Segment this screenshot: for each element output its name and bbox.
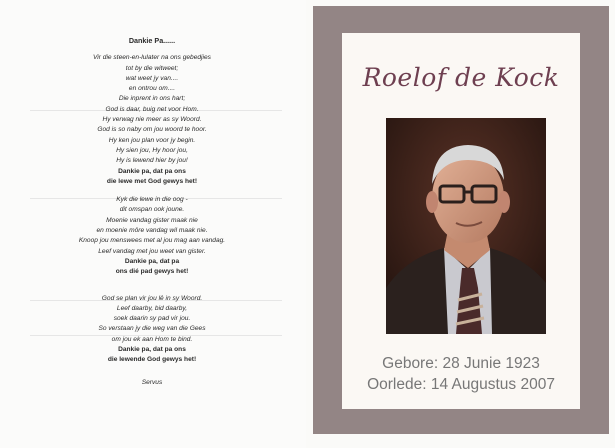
poem-line: Hy sien jou, Hy hoor jou, bbox=[116, 146, 188, 154]
poem-line: Die inprent in ons hart; bbox=[118, 95, 186, 103]
cover-panel bbox=[342, 33, 580, 409]
poem-line: God is daar, buig net voor Hom. bbox=[105, 105, 199, 113]
poem-signature: Servus bbox=[141, 378, 163, 386]
birth-label: Gebore: bbox=[382, 355, 439, 372]
cover-frame bbox=[313, 6, 609, 434]
poem bbox=[24, 36, 280, 388]
poem-line: om jou ek aan Hom te bind. bbox=[111, 335, 193, 343]
poem-line: Leef daarby, bid daarby, bbox=[116, 304, 188, 312]
poem-line: So verstaan jy die weg van die Gees bbox=[98, 325, 206, 333]
poem-line: soek daarin sy pad vir jou. bbox=[113, 315, 191, 323]
poem-line: God is so naby om jou woord te hoor. bbox=[97, 126, 207, 134]
death-date: 14 Augustus 2007 bbox=[430, 376, 555, 393]
poem-line: die lewe met God gewys het! bbox=[106, 177, 198, 185]
poem-line: Hy ken jou plan voor jy begin. bbox=[108, 136, 196, 144]
poem-line: ons dié pad gewys het! bbox=[115, 268, 189, 276]
stanza-gap bbox=[24, 286, 280, 294]
birth-date-line bbox=[342, 355, 580, 373]
birth-date: 28 Junie 1923 bbox=[442, 355, 540, 372]
right-page bbox=[306, 0, 615, 448]
poem-lines bbox=[24, 53, 280, 365]
deceased-name: Roelof de Kock bbox=[362, 63, 560, 92]
death-date-line bbox=[342, 376, 580, 394]
poem-line: Leef vandag met jou weet van gister. bbox=[98, 247, 206, 255]
poem-line: dit omspan ook joune. bbox=[119, 206, 185, 214]
poem-line: Vir die steen-en-lulater na ons gebedjies bbox=[93, 54, 211, 62]
stanza-gap bbox=[24, 187, 280, 195]
poem-title: Dankie Pa...... bbox=[128, 36, 176, 45]
poem-line: tot by die witweet; bbox=[125, 64, 179, 72]
portrait-illustration bbox=[386, 118, 546, 334]
poem-line: Moenie vandag gister maak nie bbox=[106, 216, 198, 224]
poem-line: die lewende God gewys het! bbox=[107, 356, 197, 364]
poem-line: God se plan vir jou lê in sy Woord. bbox=[101, 294, 203, 302]
poem-line: Dankie pa, dat pa bbox=[124, 257, 180, 265]
portrait-photo bbox=[386, 118, 546, 334]
poem-line: Knoop jou menswees met al jou mag aan vandag. bbox=[78, 237, 226, 245]
poem-line: Hy verwag nie meer as sy Woord. bbox=[102, 116, 202, 124]
death-label: Oorlede: bbox=[367, 376, 427, 393]
poem-line: en ontrou om.... bbox=[128, 85, 176, 93]
poem-line: Dankie pa, dat pa ons bbox=[118, 346, 186, 354]
poem-line: Kyk die lewe in die oog - bbox=[116, 196, 188, 204]
stanza-gap bbox=[24, 278, 280, 286]
poem-line: Hy is lewend hier by jou! bbox=[116, 157, 188, 165]
poem-line: wat weet jy van.... bbox=[125, 74, 179, 82]
poem-line: en moenie môre vandag wil maak nie. bbox=[96, 227, 208, 235]
poem-line: Dankie pa, dat pa ons bbox=[118, 167, 186, 175]
left-page bbox=[0, 0, 306, 448]
